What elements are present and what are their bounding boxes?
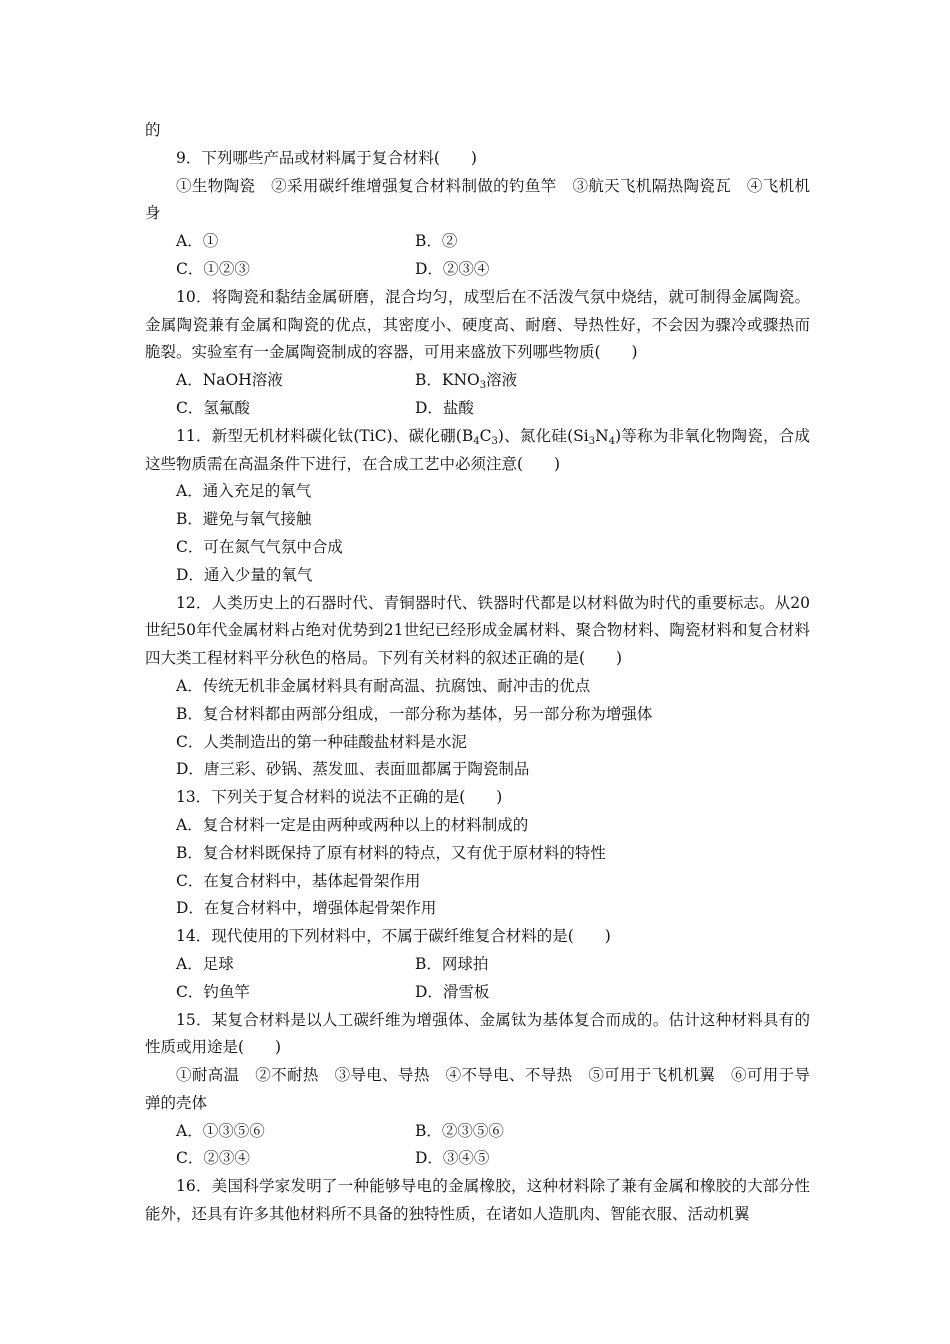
option-a: A．足球 [176,954,234,973]
option-b: B．复合材料既保持了原有材料的特点，又有优于原材料的特性 [176,843,606,862]
question-15-items: ①耐高温 ②不耐热 ③导电、导热 ④不导电、不导热 ⑤可用于飞机机翼 ⑥可用于导弹的壳体 [145,1066,810,1112]
option-b: B．② [415,232,458,251]
question-16-stem: 16．美国科学家发明了一种能够导电的金属橡胶，这种材料除了兼有金属和橡胶的大部分性能外，还具有许多其他材料所不具备的独特性质，在诸如人造肌肉、智能衣服、活动机翼 [145,1177,810,1224]
question-9-items: ①生物陶瓷 ②采用碳纤维增强复合材料制做的钓鱼竿 ③航天飞机隔热陶瓷瓦 ④飞机机身 [145,176,810,223]
question-10-stem: 10．将陶瓷和黏结金属研磨，混合均匀，成型后在不活泼气氛中烧结，就可制得金属陶瓷。金属陶瓷兼有金属和陶瓷的优点，其密度小、硬度高、耐磨、导热性好，不会因为骤冷或骤热而脆裂。实验室有一金属陶瓷制成的容器，可用来盛放下列哪些物质( ) [145,287,810,362]
option-b: B．复合材料都由两部分组成，一部分称为基体，另一部分称为增强体 [176,704,653,723]
option-b: B．避免与氧气接触 [176,510,312,529]
question-15-options-row-1 [145,1118,810,1146]
option-c: C．②③④ [176,1149,250,1168]
question-14-stem: 14．现代使用的下列材料中，不属于碳纤维复合材料的是( ) [176,927,611,946]
question-13-stem: 13．下列关于复合材料的说法不正确的是( ) [176,788,503,807]
option-a: A．传统无机非金属材料具有耐高温、抗腐蚀、耐冲击的优点 [176,676,591,695]
question-12-stem: 12．人类历史上的石器时代、青铜器时代、铁器时代都是以材料做为时代的重要标志。从20世纪50年代金属材料占绝对优势到21世纪已经形成金属材料、聚合物材料、陶瓷材料和复合材料四大类工程材料平分秋色的格局。下列有关材料的叙述正确的是( ) [145,593,810,668]
question-14-options-row-1 [145,951,810,979]
option-a: A．NaOH溶液 [176,371,283,390]
continued-text: 的 [145,121,161,139]
document-page [145,117,810,1229]
option-a: A．通入充足的氧气 [176,482,312,501]
option-c: C．①②③ [176,259,250,278]
option-c: C．钓鱼竿 [176,982,250,1001]
option-d: D．在复合材料中，增强体起骨架作用 [176,899,437,918]
question-9-stem: 9．下列哪些产品或材料属于复合材料( ) [176,148,477,167]
option-d: D．③④⑤ [415,1149,490,1168]
option-a: A．① [176,232,219,251]
question-10-options-row-2 [145,395,810,423]
option-d: D．②③④ [415,259,490,278]
option-d: D．唐三彩、砂锅、蒸发皿、表面皿都属于陶瓷制品 [176,760,530,779]
option-c: C．人类制造出的第一种硅酸盐材料是水泥 [176,732,467,751]
option-b: B．②③⑤⑥ [415,1121,504,1140]
question-11-stem: 11．新型无机材料碳化钛(TiC)、碳化硼$(B_4C_3)$、氮化硅$(Si_3N_4)$等称为非氧化物陶瓷，合成这些物质需在高温条件下进行，在合成工艺中必须注意( ) [145,426,810,473]
question-9-options-row-1 [145,228,810,256]
option-c: C．可在氮气气氛中合成 [176,537,343,556]
question-15-options-row-2 [145,1145,810,1173]
question-15-stem: 15．某复合材料是以人工碳纤维为增强体、金属钛为基体复合而成的。估计这种材料具有的性质或用途是( ) [145,1010,810,1057]
question-14-options-row-2 [145,979,810,1007]
question-9-options-row-2 [145,256,810,284]
option-b: B．网球拍 [415,954,489,973]
option-d: D．滑雪板 [415,982,490,1001]
option-d: D．盐酸 [415,398,474,417]
option-d: D．通入少量的氧气 [176,565,313,584]
option-c: C．在复合材料中，基体起骨架作用 [176,871,421,890]
option-a: A．①③⑤⑥ [176,1121,265,1140]
option-c: C．氢氟酸 [176,398,250,417]
question-10-options-row-1 [145,367,810,395]
option-b: B．$KNO_3$溶液 [415,371,518,392]
option-a: A．复合材料一定是由两种或两种以上的材料制成的 [176,815,529,834]
